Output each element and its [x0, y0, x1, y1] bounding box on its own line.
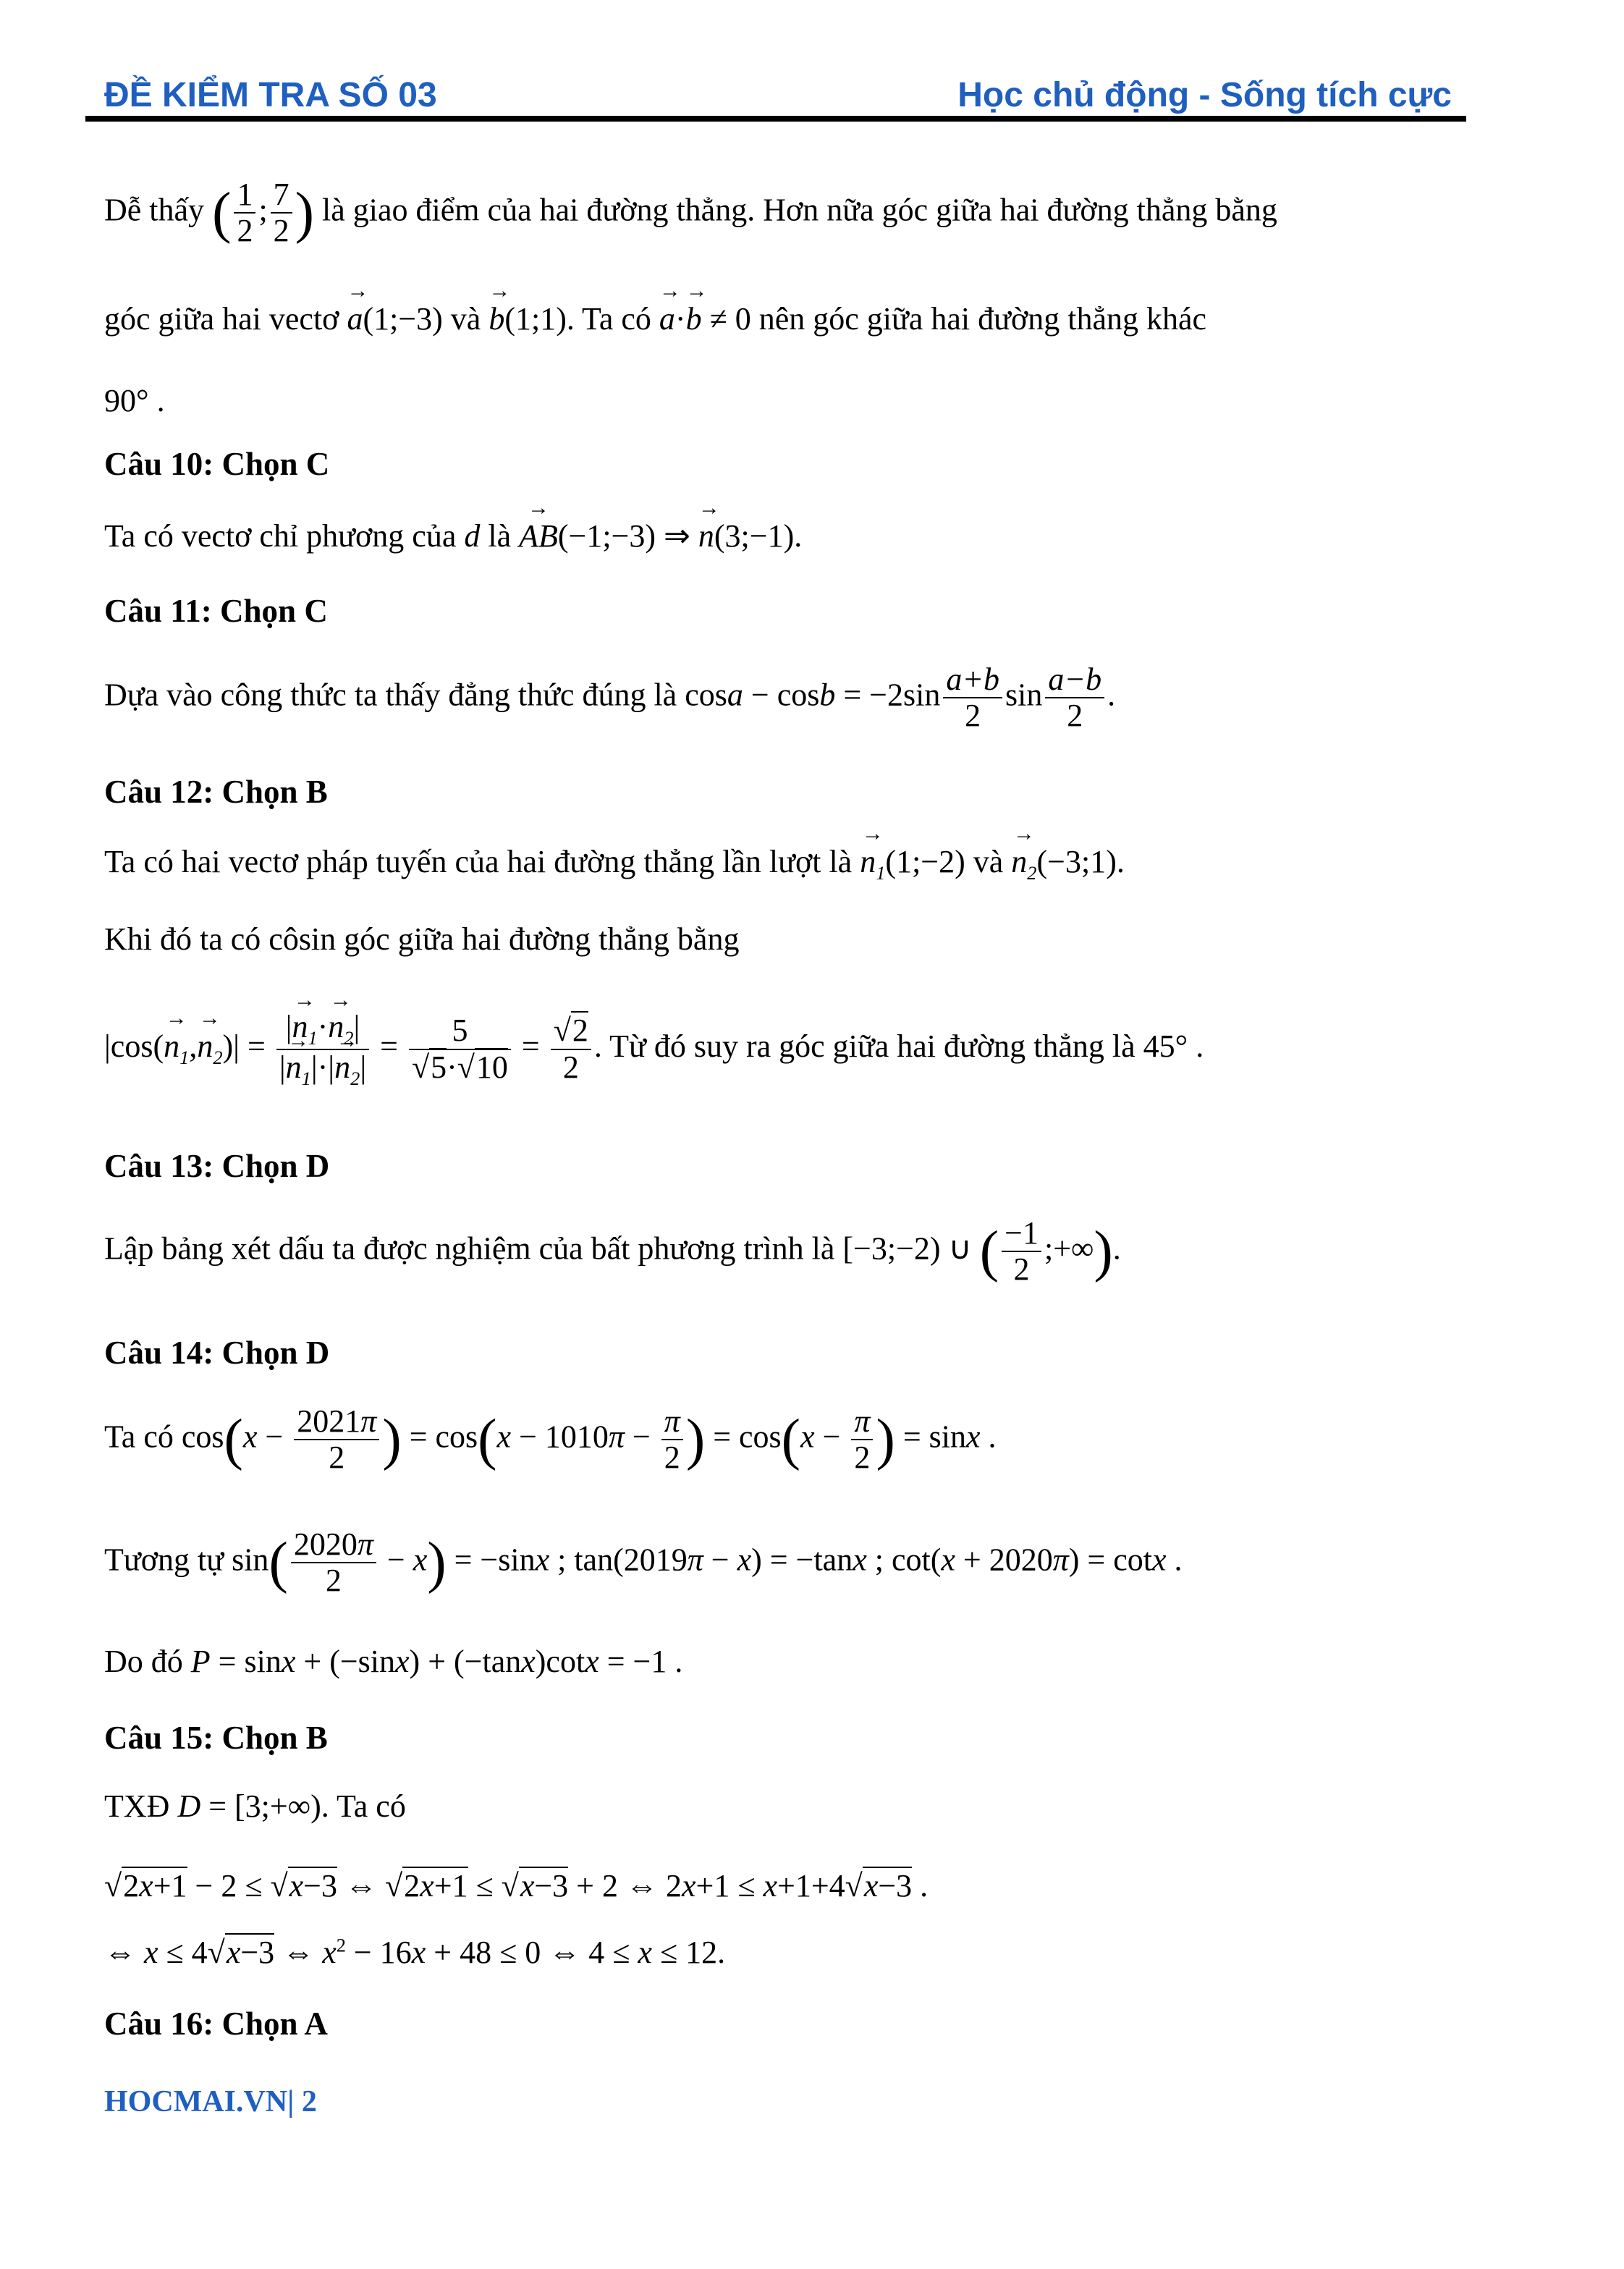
text-line: Khi đó ta có côsin góc giữa hai đường thẳng bằng	[104, 921, 740, 957]
text-line: Ta có hai vectơ pháp tuyến của hai đường thẳng lần lượt là → $n_1(1;-2)$ và → $n_2(-3;1)$.	[104, 843, 1125, 884]
question-heading: Câu 13: Chọn D	[104, 1148, 330, 1184]
text-line: Dựa vào công thức ta thấy đẳng thức đúng là cosa − cosb = −2sin $\frac{a+b}{2}$ sin $\frac{a-b}{2}$ .	[104, 662, 1116, 734]
text-line: Ta có cos(x − $\frac{2021\pi}{2}$ ) = cos(x − 1010π − $\frac{\pi}{2}$ ) = cos(x − $\frac{\pi}{2}$ ) = sinx .	[104, 1403, 997, 1476]
question-heading: Câu 12: Chọn B	[104, 774, 328, 810]
text-line: Tương tự sin( $\frac{2020\pi}{2}$ − x) = −sinx ; tan(2019π − x) = −tanx ; cot(x + 2020π) = cotx .	[104, 1526, 1183, 1599]
header-slogan: Học chủ động - Sống tích cực	[957, 76, 1452, 114]
question-heading: Câu 14: Chọn D	[104, 1335, 330, 1371]
text-line: Lập bảng xét dấu ta được nghiệm của bất phương trình là [−3;−2) ∪ ( $\frac{-1}{2}$ ;+∞).	[104, 1215, 1121, 1288]
header-rule	[85, 116, 1466, 122]
text-line: TXĐ D = [3;+∞). Ta có	[104, 1788, 406, 1824]
text-line: Ta có vectơ chỉ phương của d là → AB(−1;−3) ⇒ → n(3;−1).	[104, 517, 802, 554]
question-heading: Câu 10: Chọn C	[104, 446, 330, 482]
text-line: Do đó P = sinx + (−sinx) + (−tanx)cotx = −1 .	[104, 1644, 683, 1679]
question-heading: Câu 15: Chọn B	[104, 1720, 328, 1756]
text-line: √2x+1 − 2 ≤ √x−3 ⇔ √2x+1 ≤ √x−3 + 2 ⇔ 2x+1 ≤ x+1+4√x−3 .	[104, 1868, 929, 1903]
header-title: ĐỀ KIỂM TRA SỐ 03	[104, 76, 437, 114]
text-line: 90° .	[104, 383, 165, 418]
text-line: Dễ thấy ( $\frac{1}{2}$ ; $\frac{7}{2}$ ) là giao điểm của hai đường thẳng. Hơn nữa góc giữa hai đường thẳng bằng	[104, 177, 1277, 249]
question-heading: Câu 16: Chọn A	[104, 2006, 328, 2042]
footer-page-label: HOCMAI.VN| 2	[104, 2085, 317, 2118]
text-line: ⇔ x ≤ 4√x−3 ⇔ $x^2 - 16x + 48 \le 0$ ⇔ 4 ≤ x ≤ 12.	[104, 1934, 726, 1970]
question-heading: Câu 11: Chọn C	[104, 593, 328, 629]
text-line: $|\cos(\to n_1,\to n_2)|$ = $\frac{|\to n_1\cdot\to n_2|}{|\to n_1|\cdot|\to n_2|}$ = $\frac{5}{√5\cdot√10}$ = $\frac{√2}{2}$ . Từ đó suy ra góc giữa hai đường thẳng là 45° .	[104, 1010, 1204, 1089]
text-line: góc giữa hai vectơ → a(1;−3) và → b(1;1). Ta có → a·→ b ≠ 0 nên góc giữa hai đường thẳng khác	[104, 300, 1206, 337]
